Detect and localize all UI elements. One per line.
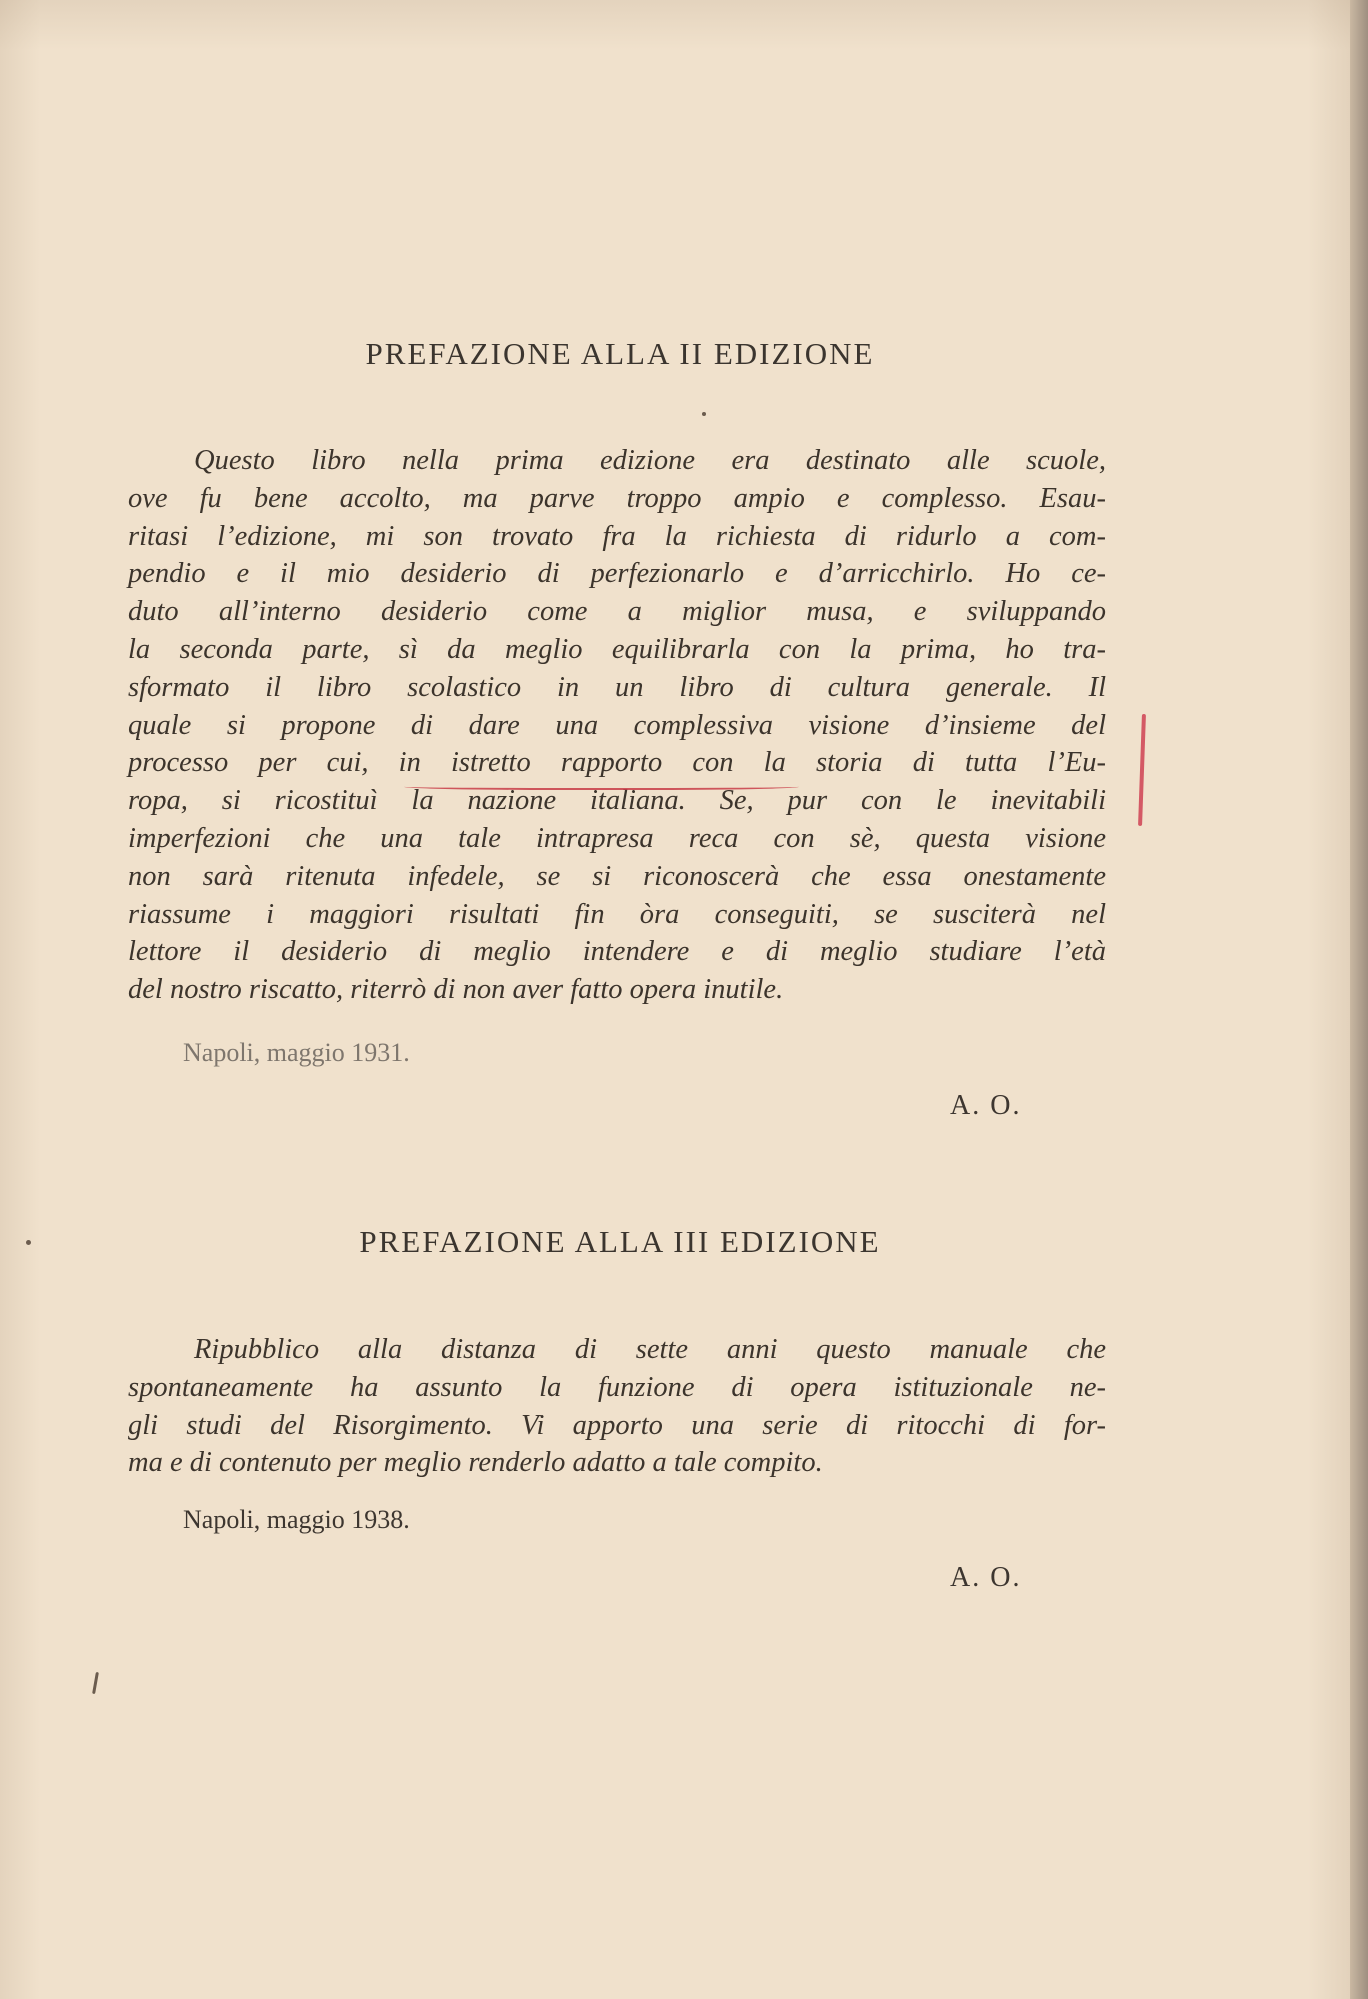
text-line: gli studi del Risorgimento. Vi apporto una serie di ritocchi di for- <box>128 1409 1106 1441</box>
text-line: imperfezioni che una tale intrapresa reca con sè, questa visione <box>128 822 1106 854</box>
text-line: ritasi l’edizione, mi son trovato fra la richiesta di ridurlo a com- <box>128 520 1106 552</box>
text-line: riassume i maggiori risultati fin òra conseguiti, se susciterà nel <box>128 898 1106 930</box>
preface-2-heading: PREFAZIONE ALLA II EDIZIONE <box>365 336 875 371</box>
text-line: lettore il desiderio di meglio intendere e di meglio studiare l’età <box>128 936 1106 968</box>
preface-3-heading: PREFAZIONE ALLA III EDIZIONE <box>359 1224 881 1259</box>
preface-2-dateline: Napoli, maggio 1931. <box>183 1038 410 1067</box>
text-line: ma e di contenuto per meglio renderlo adatto a tale compito. <box>128 1447 823 1479</box>
paper-speck <box>702 412 706 416</box>
red-pencil-margin-mark <box>1138 714 1146 826</box>
text-line: non sarà ritenuta infedele, se si riconoscerà che essa onestamente <box>128 860 1106 892</box>
text-line: Ripubblico alla distanza di sette anni questo manuale che <box>194 1334 1106 1365</box>
text-line: ove fu bene accolto, ma parve troppo ampio e complesso. Esau- <box>128 482 1106 514</box>
text-line: pendio e il mio desiderio di perfezionarlo e d’arricchirlo. Ho ce- <box>128 558 1106 590</box>
preface-3-dateline: Napoli, maggio 1938. <box>183 1505 410 1534</box>
text-line: duto all’interno desiderio come a miglior musa, e sviluppando <box>128 596 1106 628</box>
preface-2-signature: A. O. <box>950 1090 1022 1121</box>
text-line: processo per cui, in istretto rapporto con la storia di tutta l’Eu- <box>128 747 1106 779</box>
red-pencil-underline <box>404 782 799 790</box>
text-line: la seconda parte, sì da meglio equilibrarla con la prima, ho tra- <box>128 633 1106 665</box>
preface-2-body <box>128 442 1106 1009</box>
text-line: Questo libro nella prima edizione era destinato alle scuole, <box>194 445 1106 476</box>
preface-3-signature: A. O. <box>950 1562 1022 1593</box>
text-line: sformato il libro scolastico in un libro di cultura generale. Il <box>128 671 1106 703</box>
text-line: del nostro riscatto, riterrò di non aver fatto opera inutile. <box>128 974 784 1006</box>
page-edge-shadow <box>1350 0 1368 1999</box>
preface-3-body <box>128 1331 1106 1482</box>
text-line: spontaneamente ha assunto la funzione di opera istituzionale ne- <box>128 1371 1106 1403</box>
text-line: quale si propone di dare una complessiva visione d’insieme del <box>128 709 1106 741</box>
paper-speck <box>26 1240 31 1245</box>
text-line: ropa, si ricostituì la nazione italiana. Se, pur con le inevitabili <box>128 785 1106 817</box>
paper-speck <box>92 1672 99 1694</box>
